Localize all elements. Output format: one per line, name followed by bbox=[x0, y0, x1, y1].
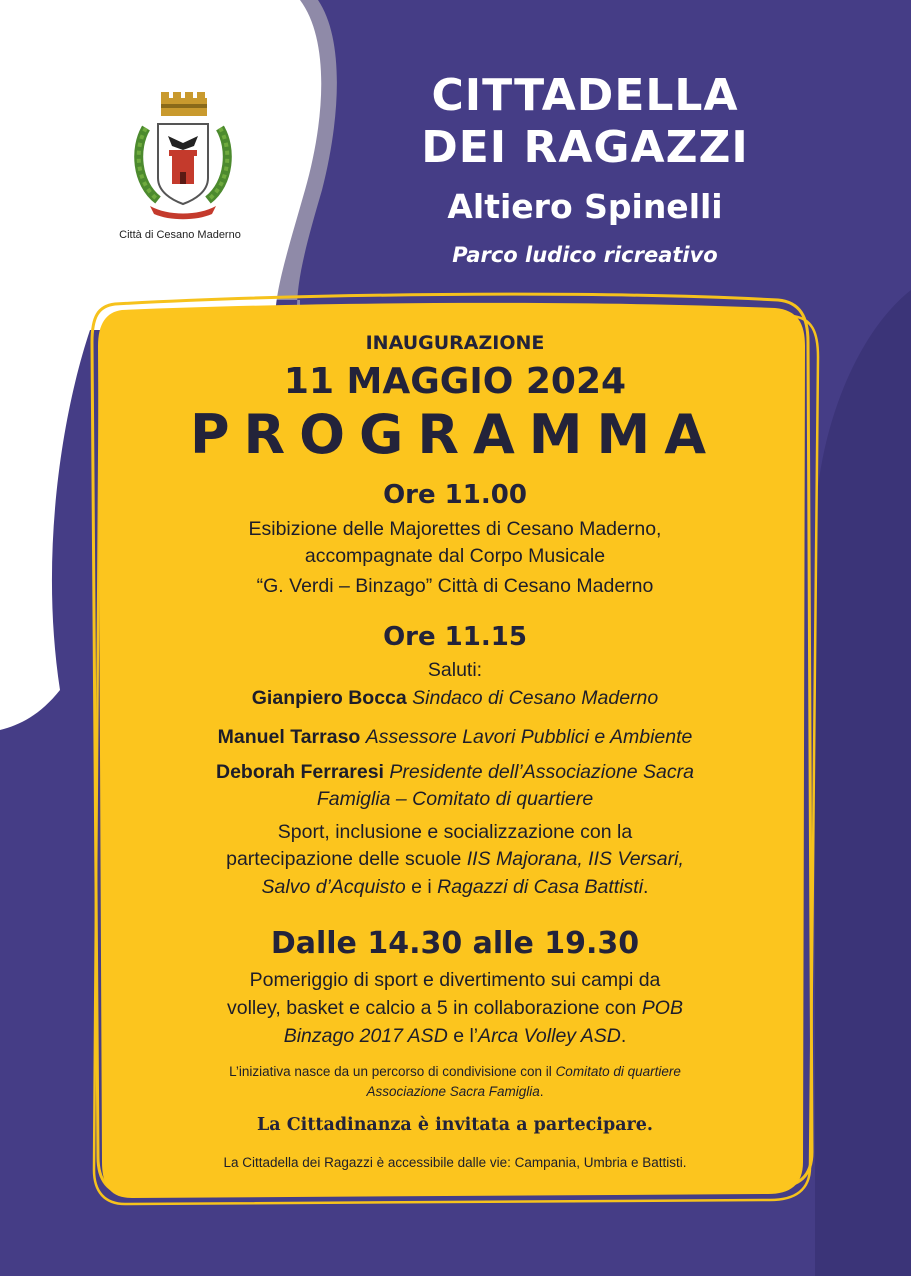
speaker-3-name: Deborah Ferraresi bbox=[215, 761, 384, 783]
tagline: Parco ludico ricreativo bbox=[452, 243, 718, 267]
speaker-1-name: Gianpiero Bocca bbox=[251, 687, 407, 709]
event-date: 11 MAGGIO 2024 bbox=[283, 361, 627, 402]
city-label: Città di Cesano Maderno bbox=[119, 229, 241, 241]
title-line-2: DEI RAGAZZI bbox=[421, 122, 749, 173]
sport-line-2: partecipazione delle scuole IIS Majorana, IIS Versari, bbox=[226, 848, 684, 870]
saluti-label: Saluti: bbox=[427, 659, 483, 681]
speaker-2 bbox=[120, 725, 790, 751]
note-line-1: L’iniziativa nasce da un percorso di condivisione con il Comitato di quartiere bbox=[229, 1064, 681, 1079]
slot2-time: Ore 11.15 bbox=[383, 622, 527, 652]
access-info: La Cittadella dei Ragazzi è accessibile dalle vie: Campania, Umbria e Battisti. bbox=[223, 1155, 687, 1170]
note-line-2: Associazione Sacra Famiglia. bbox=[366, 1084, 544, 1099]
speaker-1-role: Sindaco di Cesano Maderno bbox=[412, 687, 659, 709]
slot1-line1: Esibizione delle Majorettes di Cesano Maderno, bbox=[248, 518, 662, 540]
inaugurazione-label: INAUGURAZIONE bbox=[365, 332, 545, 354]
sport-line-3: Salvo d’Acquisto e i Ragazzi di Casa Battisti. bbox=[261, 876, 649, 898]
coat-of-arms-logo bbox=[128, 88, 238, 223]
speaker-2-role: Assessore Lavori Pubblici e Ambiente bbox=[365, 726, 693, 748]
slot3-line2: volley, basket e calcio a 5 in collaborazione con POB bbox=[227, 997, 683, 1019]
programma-heading: PROGRAMMA bbox=[189, 403, 721, 466]
speaker-2-name: Manuel Tarraso bbox=[217, 726, 361, 748]
slot3-time: Dalle 14.30 alle 19.30 bbox=[270, 926, 640, 961]
speaker-3-role-line2: Famiglia – Comitato di quartiere bbox=[316, 788, 594, 810]
subtitle: Altiero Spinelli bbox=[447, 187, 723, 226]
speaker-1 bbox=[120, 686, 790, 712]
speaker-3 bbox=[120, 760, 790, 786]
slot3-line3: Binzago 2017 ASD e l’Arca Volley ASD. bbox=[283, 1025, 627, 1047]
slot1-line2: accompagnate dal Corpo Musicale bbox=[304, 545, 606, 567]
sport-line-1: Sport, inclusione e socializzazione con la bbox=[277, 821, 633, 843]
slot3-line1: Pomeriggio di sport e divertimento sui campi da bbox=[249, 969, 661, 991]
title-line-1: CITTADELLA bbox=[431, 70, 739, 121]
speaker-3-role-line1: Presidente dell’Associazione Sacra bbox=[389, 761, 694, 783]
slot1-time: Ore 11.00 bbox=[383, 480, 527, 510]
invite-text: La Cittadinanza è invitata a partecipare. bbox=[257, 1115, 653, 1135]
slot1-line3: “G. Verdi – Binzago” Città di Cesano Maderno bbox=[256, 575, 654, 597]
